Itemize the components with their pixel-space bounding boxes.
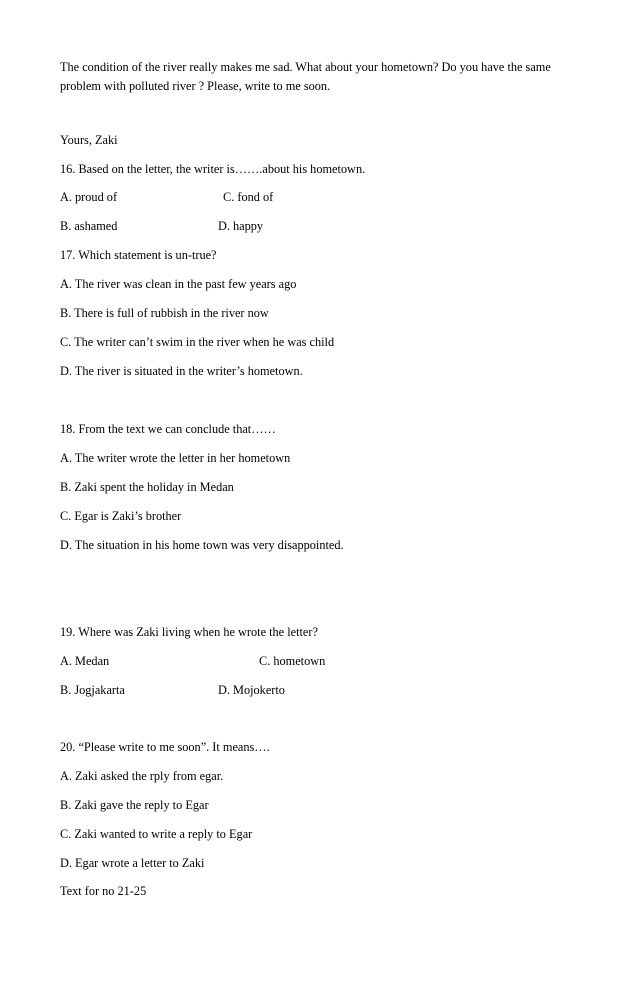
q20-option-c: C. Zaki wanted to write a reply to Egar [60,827,253,841]
question-20: 20. “Please write to me soon”. It means…. [60,740,270,754]
q16-option-b: B. ashamed [60,219,118,233]
letter-paragraph-line-2: problem with polluted river ? Please, write to me soon. [60,79,331,93]
question-17: 17. Which statement is un-true? [60,248,217,262]
q18-option-b: B. Zaki spent the holiday in Medan [60,480,234,494]
question-18: 18. From the text we can conclude that…… [60,422,276,436]
q17-option-b: B. There is full of rubbish in the river now [60,306,269,320]
q17-option-d: D. The river is situated in the writer’s hometown. [60,364,303,378]
question-19: 19. Where was Zaki living when he wrote the letter? [60,625,318,639]
letter-paragraph-line-1: The condition of the river really makes me sad. What about your hometown? Do you have the same [60,60,551,74]
letter-closing: Yours, Zaki [60,133,118,147]
q19-option-d: D. Mojokerto [218,683,285,697]
q16-option-d: D. happy [218,219,264,233]
q17-option-a: A. The river was clean in the past few years ago [60,277,297,291]
q20-option-d: D. Egar wrote a letter to Zaki [60,856,205,870]
q16-option-a: A. proud of [60,190,118,204]
q20-option-b: B. Zaki gave the reply to Egar [60,798,209,812]
q16-option-c: C. fond of [223,190,274,204]
question-16: 16. Based on the letter, the writer is…….about his hometown. [60,162,366,176]
q19-option-b: B. Jogjakarta [60,683,125,697]
q18-option-d: D. The situation in his home town was very disappointed. [60,538,344,552]
q18-option-a: A. The writer wrote the letter in her hometown [60,451,291,465]
q20-option-a: A. Zaki asked the rply from egar. [60,769,224,783]
text-section-label: Text for no 21-25 [60,884,147,898]
q17-option-c: C. The writer can’t swim in the river when he was child [60,335,335,349]
q18-option-c: C. Egar is Zaki’s brother [60,509,182,523]
q19-option-a: A. Medan [60,654,110,668]
q19-option-c: C. hometown [259,654,326,668]
